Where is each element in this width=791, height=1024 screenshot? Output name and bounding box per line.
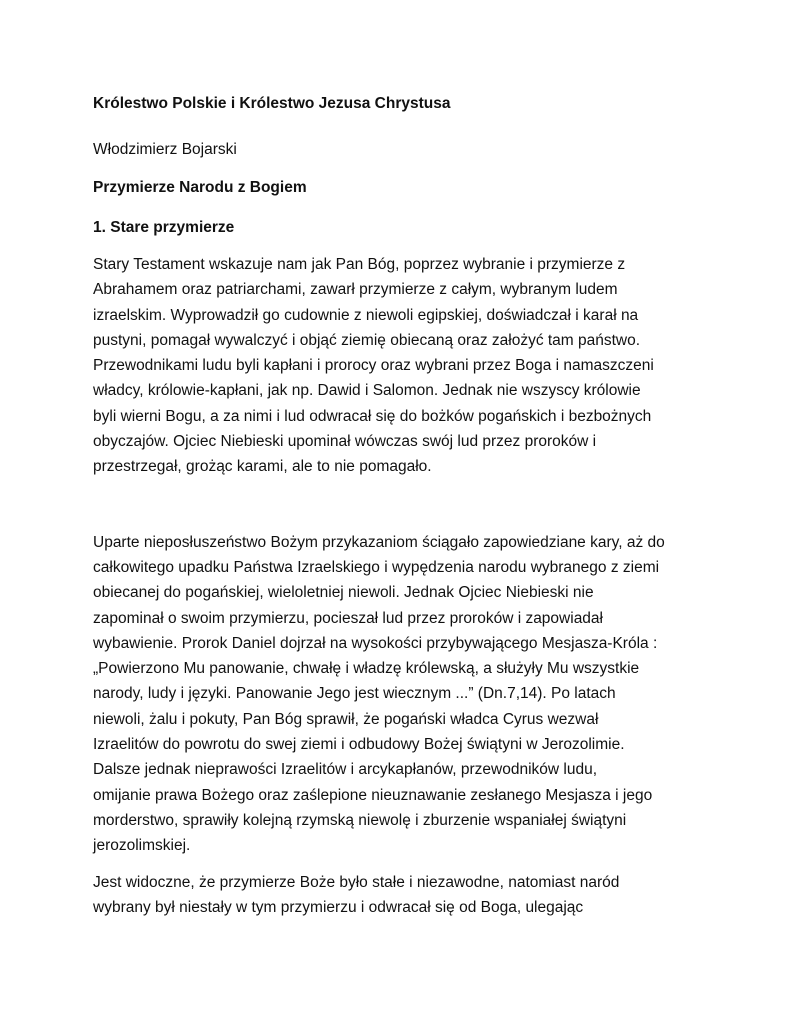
paragraph-1 <box>93 252 733 480</box>
paragraph-line: byli wierni Bogu, a za nimi i lud odwracał się do bożków pogańskich i bezbożnych <box>93 407 652 425</box>
paragraph-spacer <box>93 859 733 870</box>
paragraph-2 <box>93 530 733 859</box>
document-title: Królestwo Polskie i Królestwo Jezusa Chrystusa <box>93 95 451 112</box>
paragraph-line: morderstwo, sprawiły kolejną rzymską niewolę i zburzenie wspaniałej świątyni <box>93 811 627 829</box>
paragraph-line: obyczajów. Ojciec Niebieski upominał wówczas swój lud przez proroków i <box>93 433 597 451</box>
paragraph-line: Przewodnikami ludu byli kapłani i prorocy oraz wybrani przez Boga i namaszczeni <box>93 357 654 375</box>
paragraph-line: obiecanej do pogańskiej, wieloletniej niewoli. Jednak Ojciec Niebieski nie <box>93 584 594 602</box>
paragraph-line: zapominał o swoim przymierzu, pocieszał lud przez proroków i zapowiadał <box>93 609 603 627</box>
paragraph-line: niewoli, żalu i pokuty, Pan Bóg sprawił, że pogański władca Cyrus wezwał <box>93 710 599 728</box>
paragraph-line: Stary Testament wskazuje nam jak Pan Bóg, poprzez wybranie i przymierze z <box>93 256 626 273</box>
paragraph-line: władcy, królowie-kapłani, jak np. Dawid i Salomon. Jednak nie wszyscy królowie <box>93 382 641 400</box>
paragraph-line: całkowitego upadku Państwa Izraelskiego i wypędzenia narodu wybranego z ziemi <box>93 558 660 576</box>
paragraph-spacer <box>93 480 733 530</box>
paragraph-line: Izraelitów do powrotu do swej ziemi i odbudowy Bożej świątyni w Jerozolimie. <box>93 736 625 754</box>
section-heading: 1. Stare przymierze <box>93 219 235 236</box>
paragraph-line: jerozolimskiej. <box>93 837 191 855</box>
paragraph-line: Jest widoczne, że przymierze Boże było stałe i niezawodne, natomiast naród <box>93 873 620 891</box>
paragraph-line: omijanie prawa Bożego oraz zaślepione nieuznawanie zesłanego Mesjasza i jego <box>93 786 653 804</box>
paragraph-line: wybrany był niestały w tym przymierzu i odwracał się od Boga, ulegając <box>93 898 584 916</box>
paragraph-line: przestrzegał, grożąc karami, ale to nie pomagało. <box>93 458 432 476</box>
paragraph-line: wybawienie. Prorok Daniel dojrzał na wysokości przybywającego Mesjasza-Króla : <box>93 634 658 652</box>
document-body <box>93 92 733 920</box>
paragraph-line: „Powierzono Mu panowanie, chwałę i władzę królewską, a służyły Mu wszystkie <box>93 660 640 678</box>
paragraph-line: Dalsze jednak nieprawości Izraelitów i arcykapłanów, przewodników ludu, <box>93 761 597 779</box>
paragraph-line: pustyni, pomagał wywalczyć i objąć ziemię obiecaną oraz założyć tam państwo. <box>93 331 641 349</box>
paragraph-line: narody, ludy i języki. Panowanie Jego jest wiecznym ...” (Dn.7,14). Po latach <box>93 685 616 703</box>
paragraph-line: izraelskim. Wyprowadził go cudownie z niewoli egipskiej, doświadczał i karał na <box>93 306 639 324</box>
document-author: Włodzimierz Bojarski <box>93 141 237 158</box>
paragraph-3 <box>93 870 733 921</box>
document-subtitle: Przymierze Narodu z Bogiem <box>93 179 307 196</box>
paragraph-line: Abrahamem oraz patriarchami, zawarł przymierze z całym, wybranym ludem <box>93 281 618 299</box>
paragraph-line: Uparte nieposłuszeństwo Bożym przykazaniom ściągało zapowiedziane kary, aż do <box>93 533 665 551</box>
